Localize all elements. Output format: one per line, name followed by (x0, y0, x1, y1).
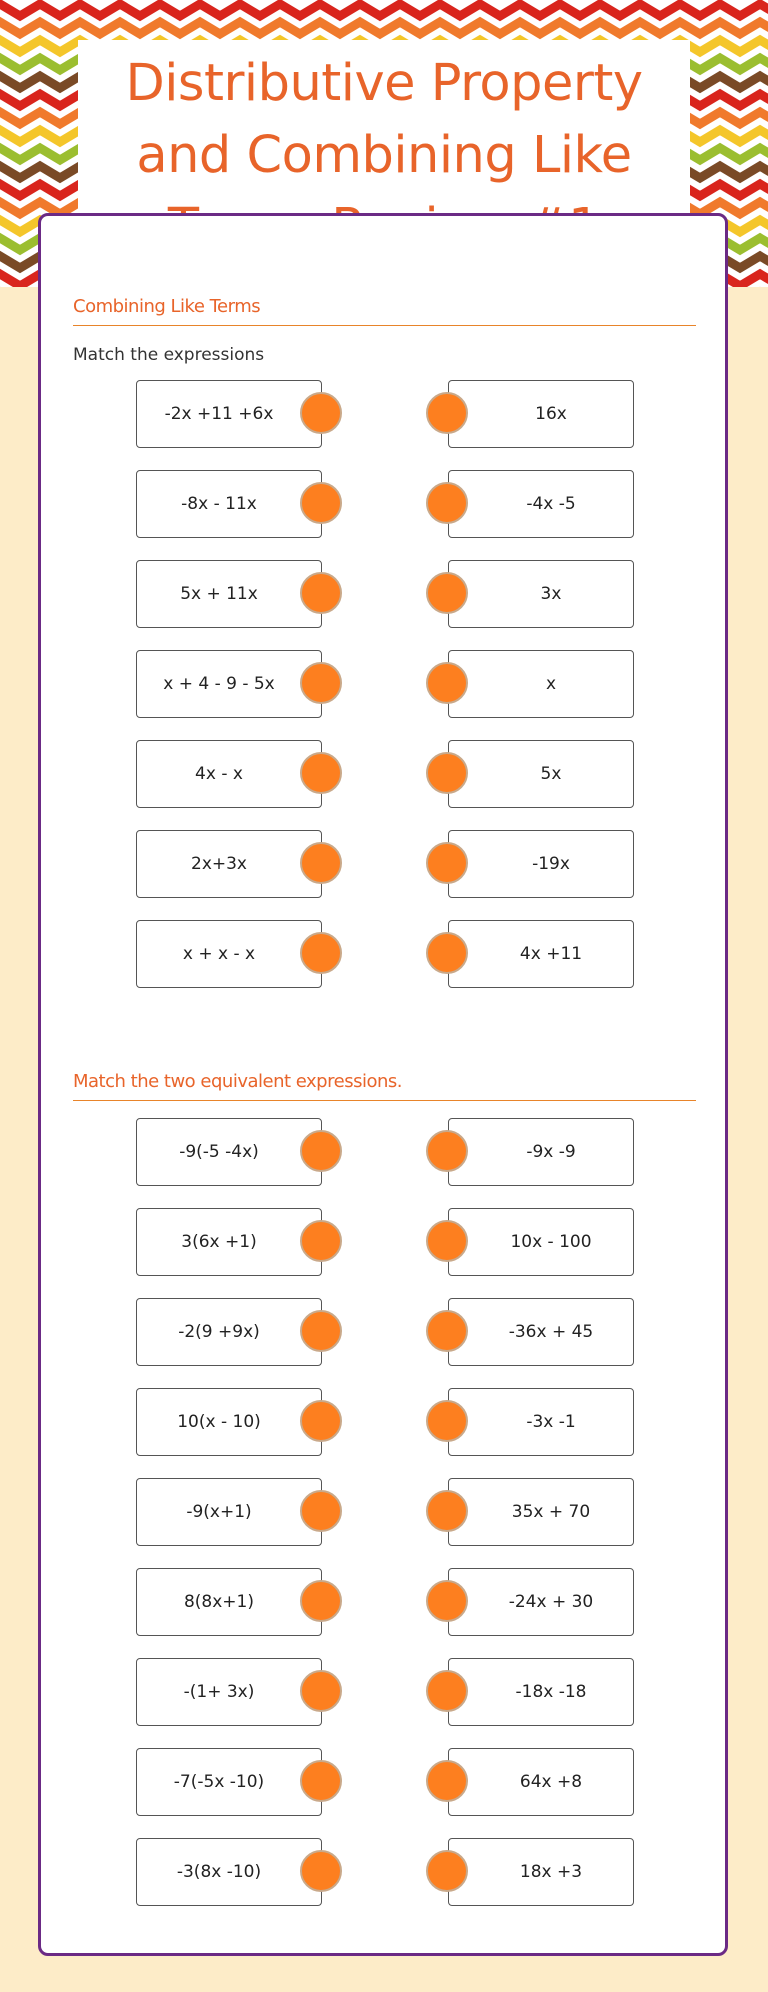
chevron-stripe (0, 4, 768, 16)
right-connector-dot[interactable] (426, 932, 468, 974)
match-row (41, 1658, 731, 1728)
left-connector-dot[interactable] (300, 1490, 342, 1532)
left-expression-box[interactable]: x + x - x (136, 920, 322, 988)
left-connector-dot[interactable] (300, 392, 342, 434)
right-expression-box[interactable]: -9x -9 (448, 1118, 634, 1186)
right-connector-dot[interactable] (426, 1760, 468, 1802)
match-row (41, 1118, 731, 1188)
right-expression-box[interactable]: 10x - 100 (448, 1208, 634, 1276)
right-expression-box[interactable]: -36x + 45 (448, 1298, 634, 1366)
right-expression-box[interactable]: -19x (448, 830, 634, 898)
left-expression-box[interactable]: 8(8x+1) (136, 1568, 322, 1636)
left-connector-dot[interactable] (300, 1400, 342, 1442)
left-expression-box[interactable]: -2(9 +9x) (136, 1298, 322, 1366)
right-connector-dot[interactable] (426, 1670, 468, 1712)
right-connector-dot[interactable] (426, 1400, 468, 1442)
match-row (41, 1838, 731, 1908)
left-expression-box[interactable]: 5x + 11x (136, 560, 322, 628)
right-expression-box[interactable]: 4x +11 (448, 920, 634, 988)
match-row (41, 1298, 731, 1368)
match-row (41, 1208, 731, 1278)
match-row (41, 740, 731, 810)
right-expression-box[interactable]: 3x (448, 560, 634, 628)
right-expression-box[interactable]: x (448, 650, 634, 718)
left-connector-dot[interactable] (300, 1220, 342, 1262)
left-expression-box[interactable]: -2x +11 +6x (136, 380, 322, 448)
left-connector-dot[interactable] (300, 1850, 342, 1892)
right-expression-box[interactable]: -18x -18 (448, 1658, 634, 1726)
left-connector-dot[interactable] (300, 572, 342, 614)
left-expression-box[interactable]: -3(8x -10) (136, 1838, 322, 1906)
left-expression-box[interactable]: x + 4 - 9 - 5x (136, 650, 322, 718)
instruction-match: Match the expressions (73, 345, 265, 365)
match-row (41, 1568, 731, 1638)
right-expression-box[interactable]: -4x -5 (448, 470, 634, 538)
right-expression-box[interactable]: 35x + 70 (448, 1478, 634, 1546)
left-connector-dot[interactable] (300, 752, 342, 794)
right-expression-box[interactable]: -3x -1 (448, 1388, 634, 1456)
right-connector-dot[interactable] (426, 1310, 468, 1352)
left-connector-dot[interactable] (300, 842, 342, 884)
right-connector-dot[interactable] (426, 1220, 468, 1262)
left-connector-dot[interactable] (300, 932, 342, 974)
right-connector-dot[interactable] (426, 1580, 468, 1622)
left-connector-dot[interactable] (300, 1580, 342, 1622)
match-row (41, 1748, 731, 1818)
worksheet-card (38, 213, 728, 1956)
left-expression-box[interactable]: -8x - 11x (136, 470, 322, 538)
left-expression-box[interactable]: -(1+ 3x) (136, 1658, 322, 1726)
right-expression-box[interactable]: -24x + 30 (448, 1568, 634, 1636)
match-row (41, 650, 731, 720)
right-expression-box[interactable]: 5x (448, 740, 634, 808)
left-connector-dot[interactable] (300, 1760, 342, 1802)
match-row (41, 380, 731, 450)
match-row (41, 470, 731, 540)
left-expression-box[interactable]: -7(-5x -10) (136, 1748, 322, 1816)
left-expression-box[interactable]: 4x - x (136, 740, 322, 808)
right-connector-dot[interactable] (426, 1850, 468, 1892)
left-expression-box[interactable]: -9(-5 -4x) (136, 1118, 322, 1186)
match-row (41, 1388, 731, 1458)
chevron-stripe (0, 22, 768, 34)
left-connector-dot[interactable] (300, 662, 342, 704)
section-title-combining: Combining Like Terms (73, 296, 696, 326)
right-connector-dot[interactable] (426, 482, 468, 524)
match-row (41, 1478, 731, 1548)
right-connector-dot[interactable] (426, 1130, 468, 1172)
left-connector-dot[interactable] (300, 1130, 342, 1172)
left-expression-box[interactable]: 2x+3x (136, 830, 322, 898)
right-connector-dot[interactable] (426, 572, 468, 614)
right-connector-dot[interactable] (426, 662, 468, 704)
right-connector-dot[interactable] (426, 1490, 468, 1532)
left-expression-box[interactable]: -9(x+1) (136, 1478, 322, 1546)
left-connector-dot[interactable] (300, 1670, 342, 1712)
right-connector-dot[interactable] (426, 842, 468, 884)
right-expression-box[interactable]: 18x +3 (448, 1838, 634, 1906)
left-expression-box[interactable]: 10(x - 10) (136, 1388, 322, 1456)
page-title: Distributive Property and Combining Like (125, 54, 643, 185)
left-connector-dot[interactable] (300, 482, 342, 524)
section-title-equivalent: Match the two equivalent expressions. (73, 1071, 696, 1101)
title-banner (78, 40, 690, 230)
right-connector-dot[interactable] (426, 392, 468, 434)
match-row (41, 920, 731, 990)
right-connector-dot[interactable] (426, 752, 468, 794)
left-connector-dot[interactable] (300, 1310, 342, 1352)
right-expression-box[interactable]: 16x (448, 380, 634, 448)
left-expression-box[interactable]: 3(6x +1) (136, 1208, 322, 1276)
right-expression-box[interactable]: 64x +8 (448, 1748, 634, 1816)
match-row (41, 560, 731, 630)
match-row (41, 830, 731, 900)
